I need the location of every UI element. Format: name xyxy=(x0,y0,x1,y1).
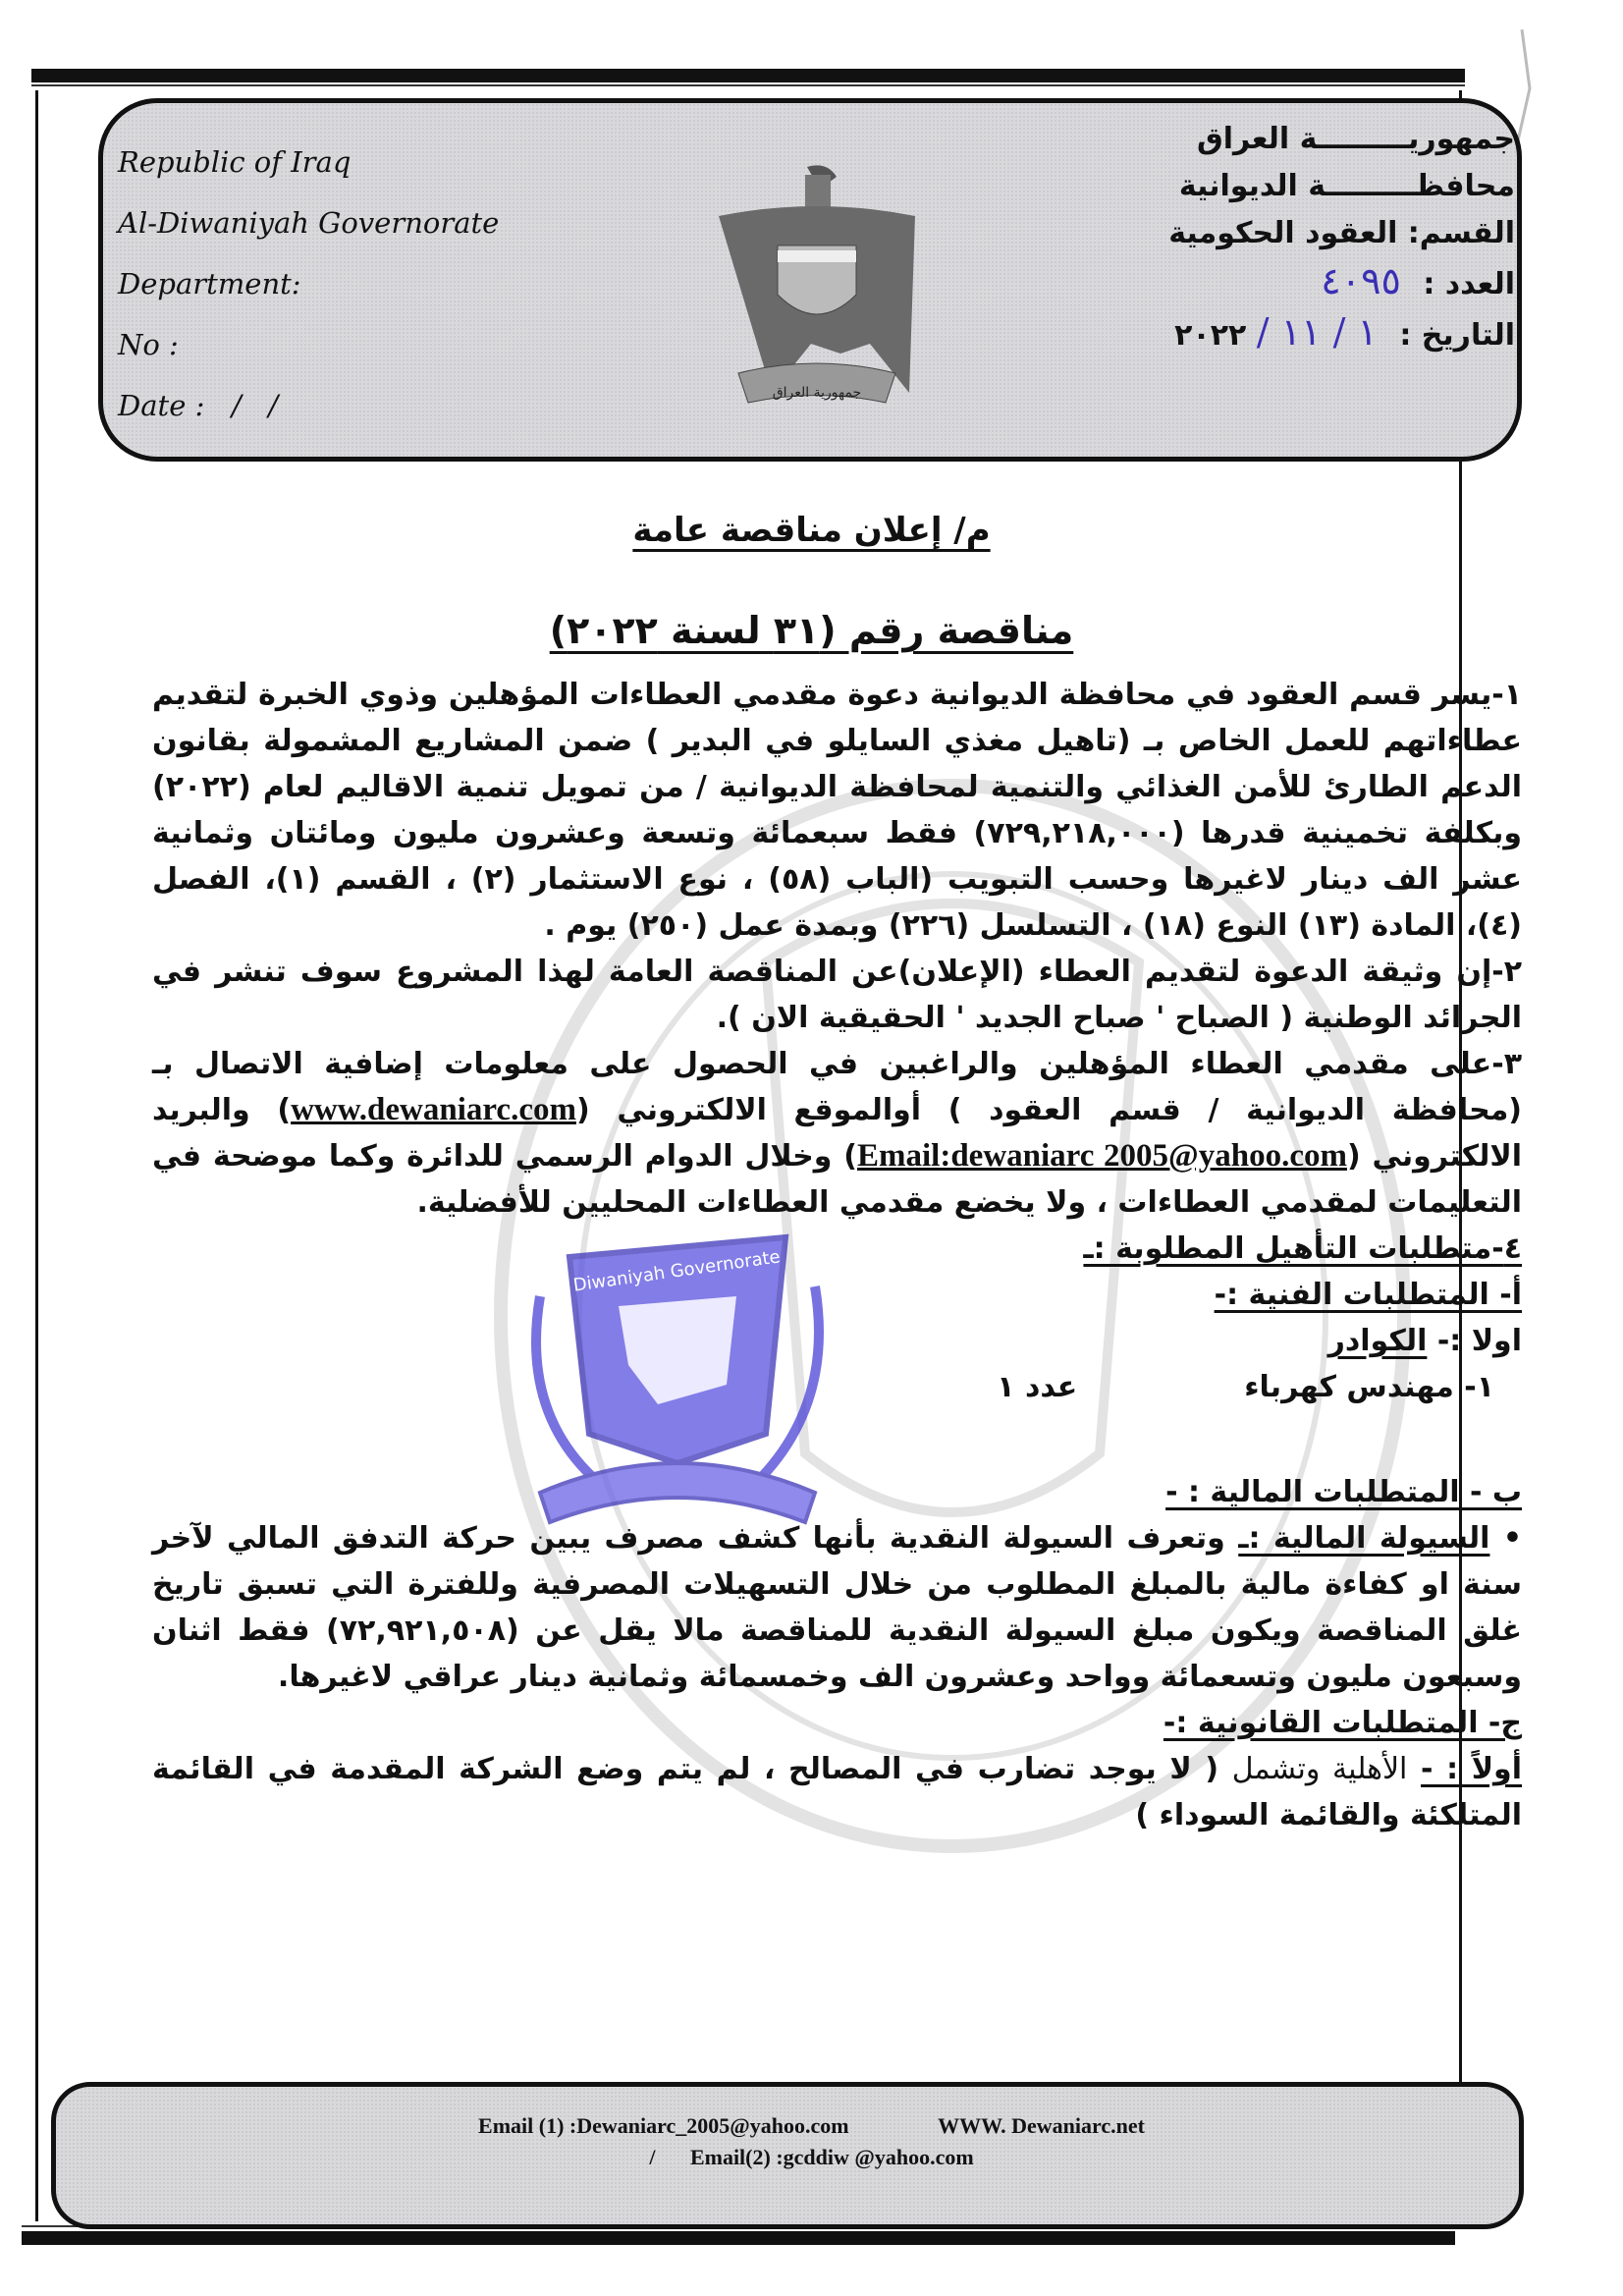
governorate-en: Al-Diwaniyah Governorate xyxy=(118,206,500,240)
date-row xyxy=(1168,308,1515,359)
liquidity-text: وتعرف السيولة النقدية بأنها كشف مصرف يبين حركة التدفق المالي لآخر سنة او كفاءة مالية بالمبلغ المطلوب من خلال التسهيلات المصرفية وللفترة التي تسبق تاريخ غلق المناقصة ويكون مبلغ السيولة النقدية للمناقصة مالا يقل عن (٧٢,٩٢١,٥٠٨) فقط اثنان وسبعون مليون وتسعمائة وواحد وعشرون الف وخمسمائة وثمانية دينار عراقي لاغيرها. xyxy=(152,1521,1522,1694)
country-en: Republic of Iraq xyxy=(118,145,352,179)
country-ar: جمهوريـــــــــة العراق xyxy=(1196,122,1515,156)
date-label-en: Date : / / xyxy=(118,389,279,422)
section-b-heading: ب - المتطلبات المالية : - xyxy=(1165,1475,1522,1509)
document-body xyxy=(152,672,1522,1838)
cadres-title: الكوادر xyxy=(1327,1324,1428,1358)
section-4-heading: ٤-متطلبات التأهيل المطلوبة :ـ xyxy=(1083,1231,1522,1266)
frame-top-bar xyxy=(31,69,1465,82)
number-row xyxy=(1168,257,1515,308)
website-link[interactable]: www.dewaniarc.com xyxy=(291,1092,576,1127)
paragraph-1: ١-يسر قسم العقود في محافظة الديوانية دعوة مقدمي العطاءات المؤهلين وذوي الخبرة لتقديم عطاءاتهم للعمل الخاص بـ (تاهيل مغذي السايلو في البدير ) ضمن المشاريع المشمولة بقانون الدعم الطارئ للأمن الغذائي والتنمية لمحافظة الديوانية / من تمويل تنمية الاقاليم لعام (٢٠٢٢) وبكلفة تخمينية قدرها (٧٢٩,٢١٨,٠٠٠) فقط سبعمائة وتسعة وعشرون مليون ومائتان وثمانية عشر الف دينار لاغيرها وحسب التبويب (الباب (٥٨) ، نوع الاستثمار (٢) ، القسم (١)، الفصل (٤)، المادة (١٣) النوع (١٨) ، التسلسل (٢٢٦) وبمدة عمل (٢٥٠) يوم . xyxy=(152,678,1523,943)
section-c-heading: ج- المتطلبات القانونية :- xyxy=(1163,1706,1522,1740)
staff-count: عدد ١ xyxy=(997,1370,1078,1404)
number-label-en: No : xyxy=(118,328,179,361)
emblem-caption: جمهورية العراق xyxy=(772,385,862,401)
letterhead-arabic xyxy=(1168,116,1515,359)
liquidity-label: السيولة المالية :ـ xyxy=(1238,1521,1490,1556)
footer-contacts xyxy=(0,2113,1623,2139)
first-cadres-heading: اولا :- الكوادر xyxy=(1327,1324,1522,1358)
footer-separator: / xyxy=(649,2145,656,2169)
stamp-text: Diwaniyah Governorate xyxy=(571,1246,782,1296)
letterhead-english xyxy=(118,133,499,437)
frame-bottom-bar xyxy=(22,2231,1455,2245)
paragraph-2: ٢-إن وثيقة الدعوة لتقديم العطاء (الإعلان)عن المناقصة العامة لهذا المشروع سوف تنشر في الجرائد الوطنية ( الصباح ' صباح الجديد ' الحقيقية الان ). xyxy=(152,955,1522,1035)
liquidity-paragraph: • السيولة المالية :ـ وتعرف السيولة النقدية بأنها كشف مصرف يبين حركة التدفق المالي لآخر سنة او كفاءة مالية بالمبلغ المطلوب من خلال التسهيلات المصرفية وللفترة التي تسبق تاريخ غلق المناقصة ويكون مبلغ السيولة النقدية للمناقصة مالا يقل عن (٧٢,٩٢١,٥٠٨) فقط اثنان وسبعون مليون وتسعمائة وواحد وعشرون الف وخمسمائة وثمانية دينار عراقي لاغيرها. xyxy=(152,1521,1522,1694)
date-label-ar: التاريخ : xyxy=(1399,318,1515,353)
frame-left-edge xyxy=(35,90,38,2221)
number-label-ar: العدد : xyxy=(1423,267,1515,301)
frame-top-line xyxy=(31,84,1465,86)
tender-number: مناقصة رقم (٣١ لسنة ٢٠٢٢) xyxy=(549,609,1074,652)
department-label-en: Department: xyxy=(118,267,301,301)
department-ar: القسم: العقود الحكومية xyxy=(1168,216,1515,250)
staff-item-row xyxy=(152,1364,1522,1410)
footer-contacts-2 xyxy=(0,2145,1623,2170)
footer-email-1[interactable]: Email (1) :Dewaniarc_2005@yahoo.com xyxy=(478,2113,849,2138)
paragraph-3: ٣-على مقدمي العطاء المؤهلين والراغبين في الحصول على معلومات إضافية الاتصال بـ (محافظة الديوانية / قسم العقود ) أوالموقع الالكتروني (www.dewaniarc.com) والبريد الالكتروني (Email:dewaniarc 2005@yahoo.com) وخلال الدوام الرسمي للدائرة وكما موضحة في التعليمات لمقدمي العطاءات ، ولا يخضع مقدمي العطاءات المحليين للأفضلية. xyxy=(152,1047,1523,1220)
footer-website[interactable]: WWW. Dewaniarc.net xyxy=(938,2113,1145,2138)
legal-first-label: أولاً : - xyxy=(1421,1752,1522,1786)
email-link[interactable]: Email:dewaniarc 2005@yahoo.com xyxy=(857,1138,1347,1174)
number-value-handwritten: ٤٠٩٥ xyxy=(1321,259,1401,302)
legal-first-paragraph: أولاً : - الأهلية وتشمل ( لا يوجد تضارب في المصالح ، لم يتم وضع الشركة المقدمة في القائمة المتلكئة والقائمة السوداء ) xyxy=(152,1752,1522,1832)
date-year: ٢٠٢٢ xyxy=(1174,318,1247,353)
governorate-ar: محافظـــــــــة الديوانية xyxy=(1178,169,1515,203)
section-a-heading: أ- المتطلبات الفنية :- xyxy=(1214,1278,1522,1312)
document-title: م/ إعلان مناقصة عامة xyxy=(632,511,991,550)
legal-first-bold: ( لا يوجد تضارب في المصالح ، لم يتم وضع الشركة المقدمة في القائمة المتلكئة والقائمة السوداء ) xyxy=(152,1752,1522,1832)
iraq-eagle-emblem-icon xyxy=(699,157,935,412)
date-value-handwritten: ١ / ١١ / xyxy=(1256,310,1378,354)
staff-item: ١- مهندس كهرباء xyxy=(1244,1370,1494,1404)
footer-email-2[interactable]: Email(2) :gcddiw @yahoo.com xyxy=(689,2145,974,2169)
